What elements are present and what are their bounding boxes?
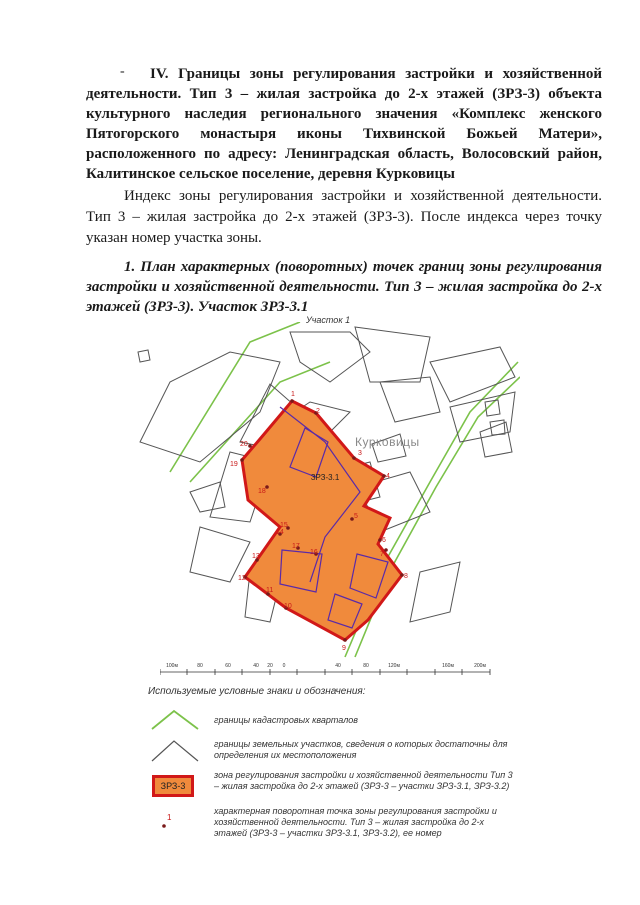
scale-tick: 20	[267, 663, 273, 669]
plot-label: Участок 1	[306, 315, 351, 325]
svg-text:20: 20	[240, 441, 248, 448]
svg-text:1: 1	[167, 813, 172, 822]
scale-tick: 100м	[166, 663, 178, 669]
legend-text: характерная поворотная точка зоны регулирования застройки и хозяйственной деятельности. Тип 3 – жилая застройка до 2-х этажей (ЗРЗ-3 – участки ЗРЗ-3.1, ЗРЗ-3.2), ее номер	[214, 806, 497, 838]
svg-text:12: 12	[238, 575, 246, 582]
list-dash: -	[120, 64, 125, 79]
gray-line-icon	[148, 735, 204, 765]
scale-tick: 60	[225, 663, 231, 669]
svg-text:11: 11	[266, 587, 274, 594]
section-heading: IV. Границы зоны регулирования застройки и хозяйственной деятельности. Тип 3 – жилая застройка до 2-х этажей (ЗРЗ-3) объекта культурного наследия регионального значения «Комплекс женского Пятогорского монастыря иконы Тихвинской Божьей Матери», расположенного по адресу: Ленинградская область, Волосовский район, Калитинское сельское поселение, деревня Курковицы	[86, 66, 602, 182]
svg-text:15: 15	[280, 522, 288, 529]
scale-tick: 80	[363, 663, 369, 669]
svg-text:16: 16	[310, 549, 318, 556]
scale-bar	[160, 662, 500, 678]
turning-point	[252, 553, 260, 562]
scale-tick: 40	[253, 663, 259, 669]
svg-text:1: 1	[291, 391, 295, 398]
turning-point	[284, 603, 292, 610]
scale-tick: 200м	[474, 663, 486, 669]
svg-text:19: 19	[230, 461, 238, 468]
scale-tick: 80	[197, 663, 203, 669]
svg-text:8: 8	[404, 573, 408, 580]
svg-text:9: 9	[342, 645, 346, 652]
zone-swatch: ЗРЗ-3	[152, 775, 194, 797]
zone-map	[130, 322, 520, 660]
svg-text:2: 2	[316, 408, 320, 415]
svg-text:4: 4	[386, 473, 390, 480]
village-label: Курковицы	[355, 435, 420, 449]
legend-text: границы кадастровых кварталов	[214, 715, 358, 725]
turning-point	[400, 573, 408, 580]
scale-tick: 0	[282, 663, 286, 669]
turning-point-icon	[148, 806, 204, 836]
svg-text:5: 5	[354, 513, 358, 520]
turning-point	[276, 529, 284, 536]
turning-point	[292, 543, 300, 550]
scale-tick: 40	[335, 663, 341, 669]
legend-title: Используемые условные знаки и обозначения:	[148, 686, 366, 697]
green-line-icon	[148, 705, 204, 733]
index-paragraph: Индекс зоны регулирования застройки и хозяйственной деятельности. Тип 3 – жилая застройка до 2-х этажей (ЗРЗ-3). После индекса через точку указан номер участка зоны.	[86, 188, 602, 246]
svg-text:17: 17	[292, 543, 300, 550]
legend-text: границы земельных участков, сведения о которых достаточны для определения их местоположения	[214, 739, 508, 760]
svg-text:18: 18	[258, 488, 266, 495]
turning-point	[310, 549, 318, 556]
svg-text:7: 7	[380, 551, 384, 558]
scale-tick: 120м	[388, 663, 400, 669]
legend-text: зона регулирования застройки и хозяйственной деятельности Тип 3 – жилая застройка до 2-х этажей (ЗРЗ-3 – участки ЗРЗ-3.1, ЗРЗ-3.2)	[214, 770, 513, 791]
svg-text:13: 13	[252, 553, 260, 560]
svg-text:6: 6	[382, 537, 386, 544]
zone-label: ЗРЗ-3.1	[310, 473, 340, 482]
turning-point	[314, 408, 320, 415]
svg-text:10: 10	[284, 603, 292, 610]
plan-subheading: 1. План характерных (поворотных) точек границ зоны регулирования застройки и хозяйственной деятельности. Тип 3 – жилая застройка до 2-х этажей (ЗРЗ-3). Участок ЗРЗ-3.1	[86, 259, 602, 315]
scale-tick: 160м	[442, 663, 454, 669]
turning-point	[238, 575, 247, 582]
turning-point	[240, 441, 252, 448]
svg-text:3: 3	[358, 450, 362, 457]
svg-text:14: 14	[276, 529, 284, 536]
